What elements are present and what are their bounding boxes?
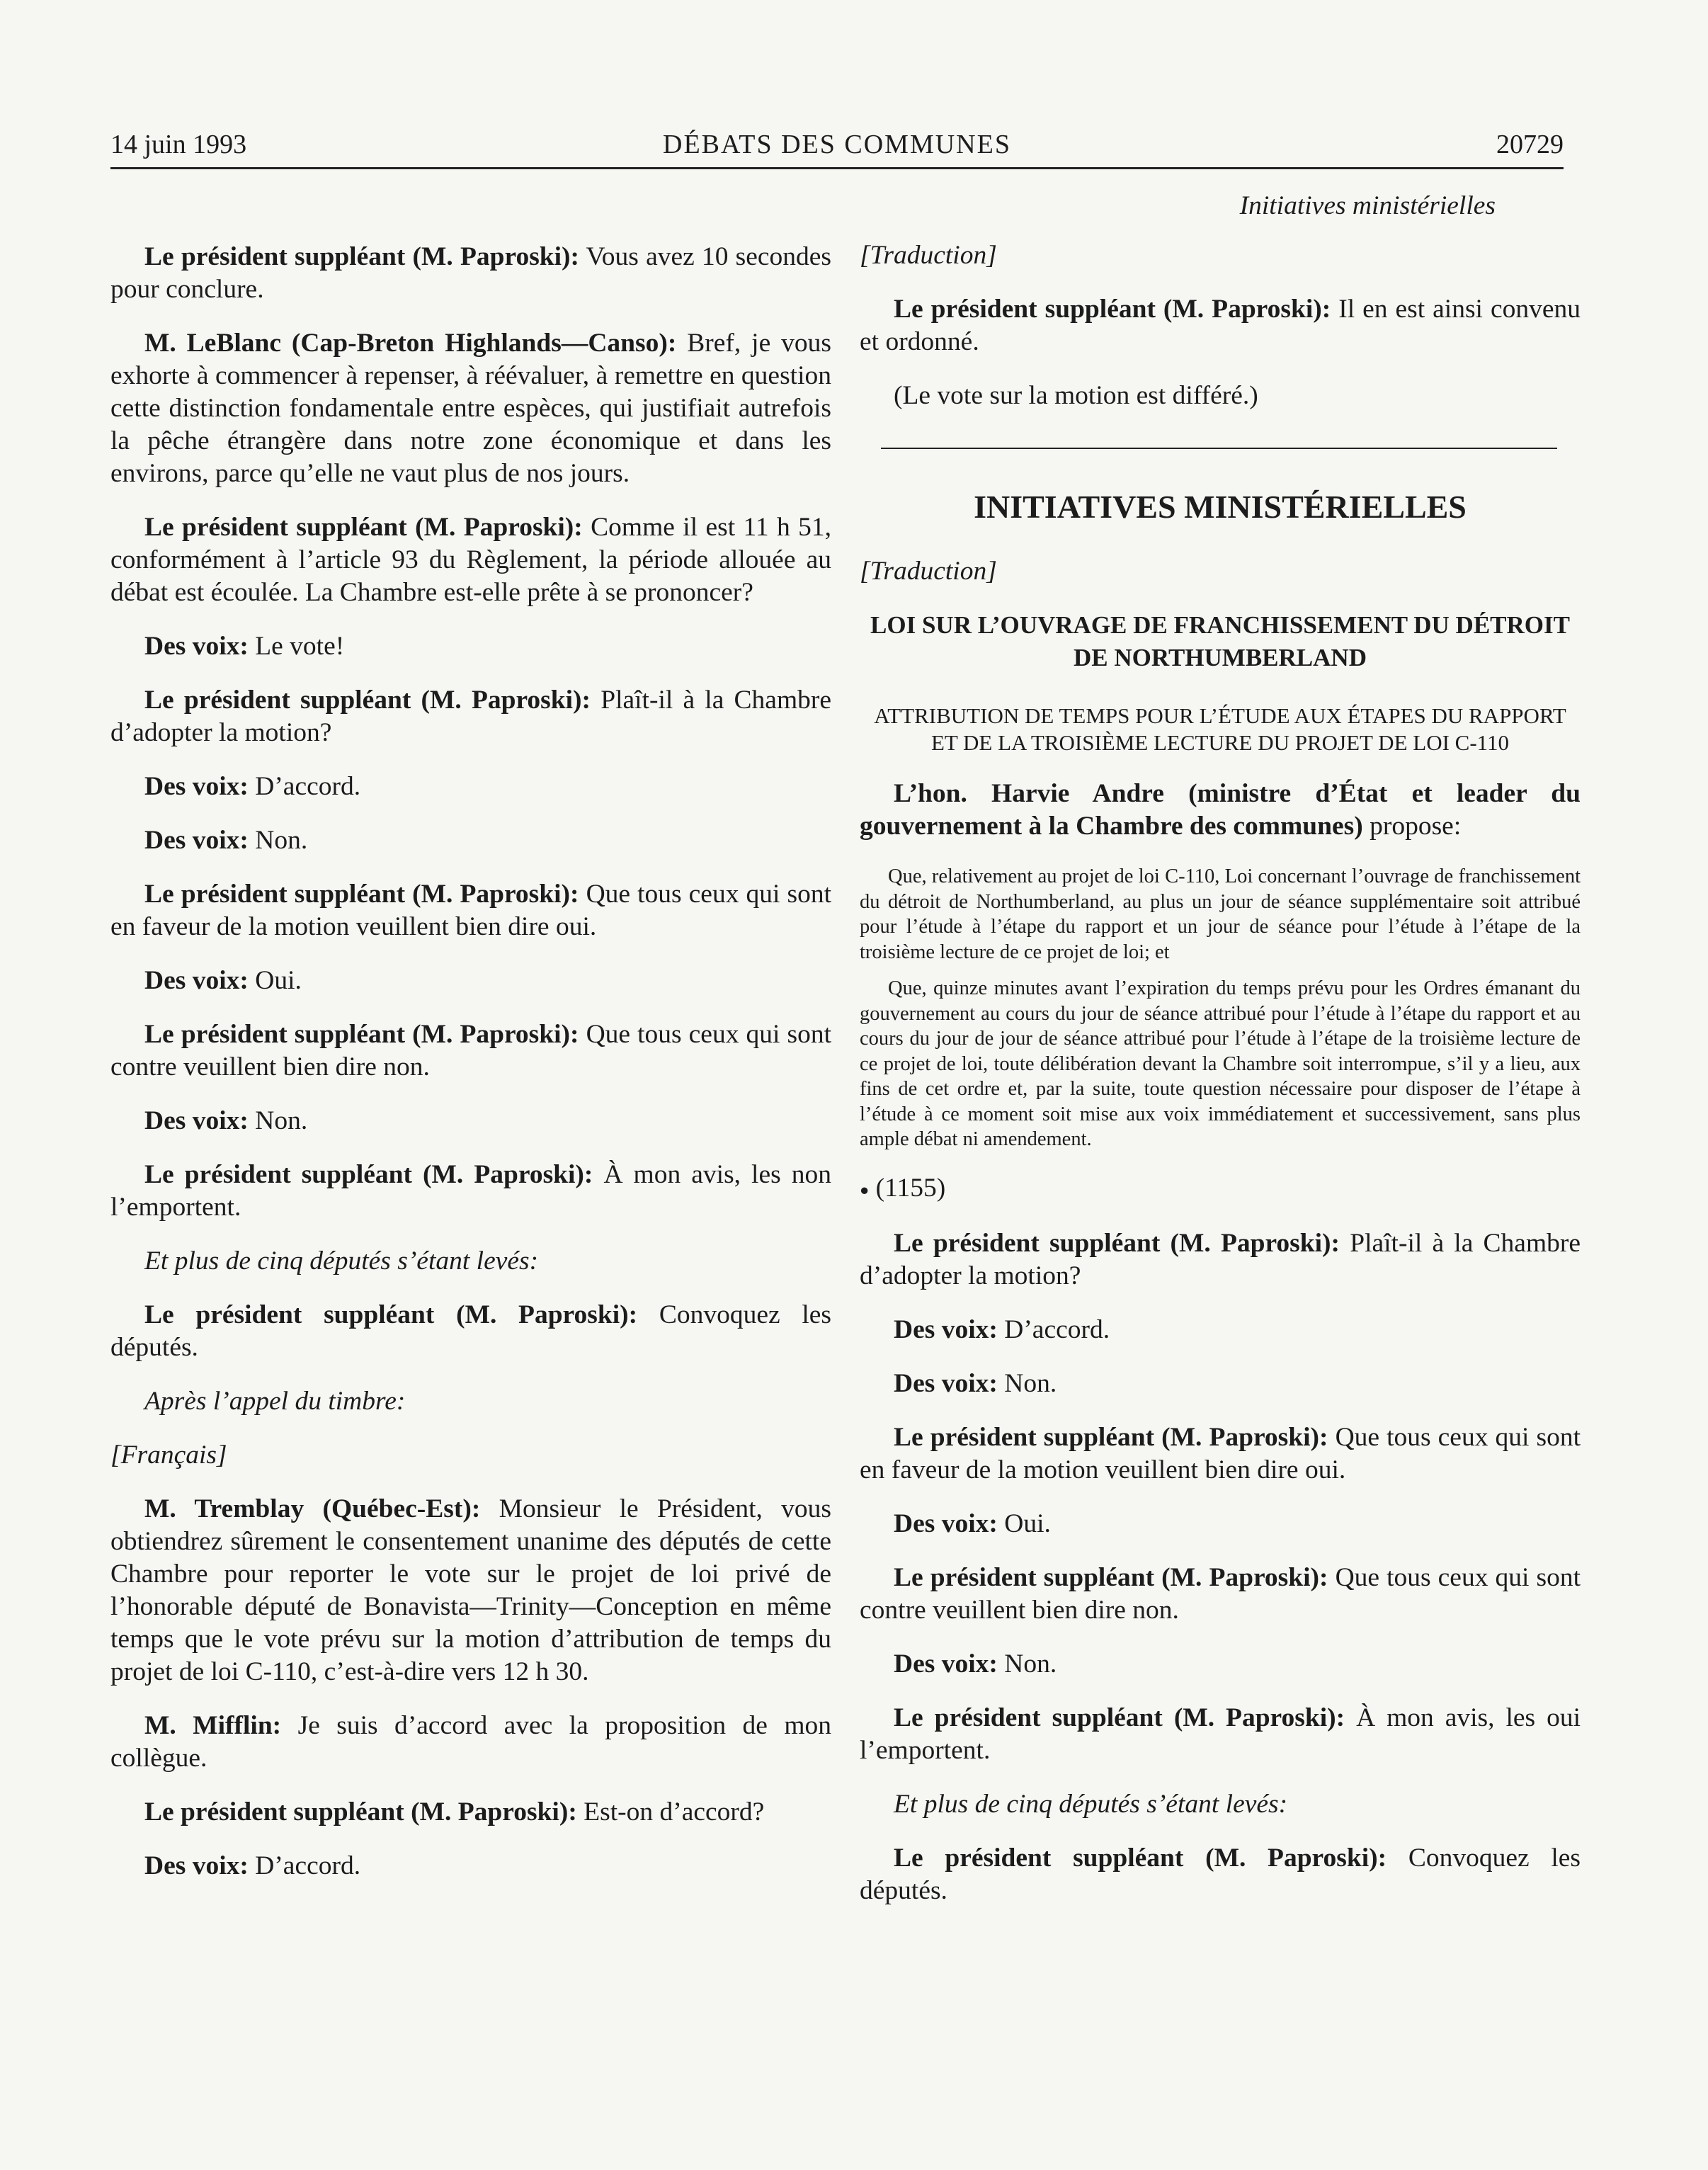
speech: Oui. xyxy=(997,1509,1051,1538)
left-column xyxy=(110,241,831,1904)
speech: Monsieur le Président, vous obtiendrez sûrement le consentement unanime des députés de cette Chambre pour reporter le vote sur le projet de loi privé de l’honorable député de Bonavista—Trinity—Conception en même temps que le vote prévu sur la motion d’attribution de temps du projet de loi C-110, c’est-à-dire vers 12 h 30. xyxy=(110,1494,831,1686)
bill-title: LOI SUR L’OUVRAGE DE FRANCHISSEMENT DU DÉTROIT DE NORTHUMBERLAND xyxy=(870,611,1570,671)
speech: Bref, je vous exhorte à commencer à repenser, à réévaluer, à remettre en question cette distinction fondamentale entre espèces, qui justifiait autrefois la pêche étrangère dans notre zone économique et dans les environs, parce qu’elle ne vaut plus de nos jours. xyxy=(110,329,831,488)
section-divider xyxy=(881,448,1557,449)
header-date: 14 juin 1993 xyxy=(110,130,247,159)
speaker: Des voix: xyxy=(894,1368,998,1398)
speaker: Le président suppléant (M. Paproski): xyxy=(144,880,579,909)
stage-direction: Et plus de cinq députés s’étant levés: xyxy=(144,1246,539,1276)
speech: Il en est ainsi convenu et ordonné. xyxy=(860,295,1581,356)
paragraph xyxy=(110,771,831,803)
bullet-icon: ● xyxy=(860,1180,870,1198)
header-title: DÉBATS DES COMMUNES xyxy=(663,130,1011,159)
running-head: Initiatives ministérielles xyxy=(1239,191,1496,220)
paragraph xyxy=(860,778,1581,843)
speech: À mon avis, les oui l’emportent. xyxy=(860,1703,1581,1765)
speaker: Le président suppléant (M. Paproski): xyxy=(894,1843,1387,1873)
speaker: Des voix: xyxy=(144,826,249,855)
speaker: Le président suppléant (M. Paproski): xyxy=(894,1422,1328,1452)
stage-direction: Et plus de cinq députés s’étant levés: xyxy=(894,1789,1288,1819)
right-column xyxy=(860,190,1581,1928)
speaker: Le président suppléant (M. Paproski): xyxy=(894,1703,1345,1732)
paragraph xyxy=(860,1562,1581,1627)
paragraph xyxy=(860,1702,1581,1767)
paragraph xyxy=(860,1648,1581,1681)
speech: Plaît-il à la Chambre d’adopter la motion? xyxy=(110,686,831,747)
speaker: Le président suppléant (M. Paproski): xyxy=(894,1228,1340,1258)
section-title: INITIATIVES MINISTÉRIELLES xyxy=(974,489,1467,525)
speaker: Le président suppléant (M. Paproski): xyxy=(144,513,583,542)
speech: Non. xyxy=(997,1368,1057,1398)
paragraph xyxy=(110,1710,831,1775)
speech: À mon avis, les non l’emportent. xyxy=(110,1160,831,1222)
speech: Non. xyxy=(997,1649,1057,1678)
speech: Est-on d’accord? xyxy=(576,1797,765,1827)
speech: Que tous ceux qui sont en faveur de la motion veuillent bien dire oui. xyxy=(110,880,831,941)
motion-text: Que, quinze minutes avant l’expiration du temps prévu pour les Ordres émanant du gouvernement au cours du jour de séance attribué pour l’étude à l’étape du rapport et au cours du jour de jour de séance attribué pour l’étude à l’étape de la troisième lecture de ce projet de loi, toute délibération devant la Chambre soit interrompue, s’il y a lieu, aux fins de cet ordre et, par la suite, toute question nécessaire pour disposer de l’étape à l’étude à ce moment soit mise aux voix immédiatement et successivement, sans plus ample débat ni amendement. xyxy=(860,977,1581,1150)
speaker: Le président suppléant (M. Paproski): xyxy=(144,686,591,715)
speaker: Des voix: xyxy=(144,772,249,801)
speaker: Le président suppléant (M. Paproski): xyxy=(144,1020,579,1049)
header-page-number: 20729 xyxy=(1496,130,1564,159)
paragraph xyxy=(860,1842,1581,1907)
paragraph xyxy=(110,241,831,306)
speaker: Le président suppléant (M. Paproski): xyxy=(144,1160,593,1189)
speech: Le vote! xyxy=(248,632,345,661)
paragraph xyxy=(110,1159,831,1224)
speaker: L’hon. Harvie Andre (ministre d’État et leader du gouvernement à la Chambre des communes) xyxy=(860,779,1581,841)
speech: D’accord. xyxy=(997,1314,1110,1344)
speaker: Des voix: xyxy=(144,1851,249,1880)
speech: Que tous ceux qui sont contre veuillent bien dire non. xyxy=(110,1020,831,1081)
procedural-note: (Le vote sur la motion est différé.) xyxy=(894,381,1258,410)
paragraph xyxy=(860,1421,1581,1487)
paragraph xyxy=(110,1850,831,1882)
speaker: M. Tremblay (Québec-Est): xyxy=(144,1494,481,1523)
paragraph xyxy=(860,293,1581,358)
speech: Vous avez 10 secondes pour conclure. xyxy=(110,242,831,304)
speech: D’accord. xyxy=(248,1851,361,1880)
speech: D’accord. xyxy=(248,772,361,801)
language-note: [Traduction] xyxy=(860,241,997,270)
paragraph xyxy=(110,511,831,609)
speaker: Le président suppléant (M. Paproski): xyxy=(144,1797,577,1827)
speaker: Des voix: xyxy=(894,1509,998,1538)
speaker: M. Mifflin: xyxy=(144,1711,282,1740)
paragraph xyxy=(110,327,831,490)
speech: Je suis d’accord avec la proposition de mon collègue. xyxy=(110,1711,831,1773)
speaker: Le président suppléant (M. Paproski): xyxy=(144,1300,638,1329)
speaker: Des voix: xyxy=(894,1314,998,1344)
language-note: [Traduction] xyxy=(860,557,997,586)
speaker: Des voix: xyxy=(144,1106,249,1135)
paragraph xyxy=(110,824,831,857)
motion-text: Que, relativement au projet de loi C-110, Loi concernant l’ouvrage de franchissement du détroit de Northumberland, au plus un jour de séance supplémentaire soit attribué pour l’étude à l’étape du rapport et un jour de séance pour l’étude à l’étape de la troisième lecture de ce projet de loi; et xyxy=(860,865,1581,963)
speech: Que tous ceux qui sont en faveur de la motion veuillent bien dire oui. xyxy=(860,1422,1581,1484)
speech: propose: xyxy=(1362,812,1462,841)
speaker: Le président suppléant (M. Paproski): xyxy=(894,1562,1328,1592)
speech: Oui. xyxy=(248,966,302,995)
speaker: M. LeBlanc (Cap-Breton Highlands—Canso): xyxy=(144,329,677,358)
paragraph xyxy=(110,1796,831,1829)
speaker: Le président suppléant (M. Paproski): xyxy=(894,295,1331,324)
paragraph xyxy=(110,1018,831,1084)
speaker: Des voix: xyxy=(144,966,249,995)
speech: Non. xyxy=(248,1106,308,1135)
speech: Que tous ceux qui sont contre veuillent bien dire non. xyxy=(860,1562,1581,1625)
time-mark xyxy=(860,1172,1581,1206)
paragraph xyxy=(110,684,831,749)
paragraph xyxy=(110,965,831,997)
paragraph xyxy=(110,630,831,663)
stage-direction: Après l’appel du timbre: xyxy=(144,1387,406,1416)
language-note: [Français] xyxy=(110,1441,227,1470)
speaker: Des voix: xyxy=(894,1649,998,1678)
speech: Convoquez les députés. xyxy=(110,1300,831,1362)
paragraph xyxy=(110,1299,831,1364)
paragraph xyxy=(110,878,831,943)
speaker: Des voix: xyxy=(144,632,249,661)
speech: Convoquez les députés. xyxy=(860,1843,1581,1905)
speech: Non. xyxy=(248,826,308,855)
paragraph xyxy=(860,1314,1581,1346)
subheading: ATTRIBUTION DE TEMPS POUR L’ÉTUDE AUX ÉTAPES DU RAPPORT ET DE LA TROISIÈME LECTURE DU PROJET DE LOI C-110 xyxy=(874,703,1566,755)
paragraph xyxy=(860,1227,1581,1293)
speaker: Le président suppléant (M. Paproski): xyxy=(144,242,580,271)
page-header xyxy=(110,125,1564,169)
time-value: (1155) xyxy=(875,1173,946,1203)
paragraph xyxy=(860,1368,1581,1400)
paragraph xyxy=(860,1508,1581,1540)
paragraph xyxy=(110,1493,831,1688)
speech: Plaît-il à la Chambre d’adopter la motion? xyxy=(860,1228,1581,1290)
paragraph xyxy=(110,1105,831,1137)
speech: Comme il est 11 h 51, conformément à l’article 93 du Règlement, la période allouée au débat est écoulée. La Chambre est-elle prête à se prononcer? xyxy=(110,513,831,607)
